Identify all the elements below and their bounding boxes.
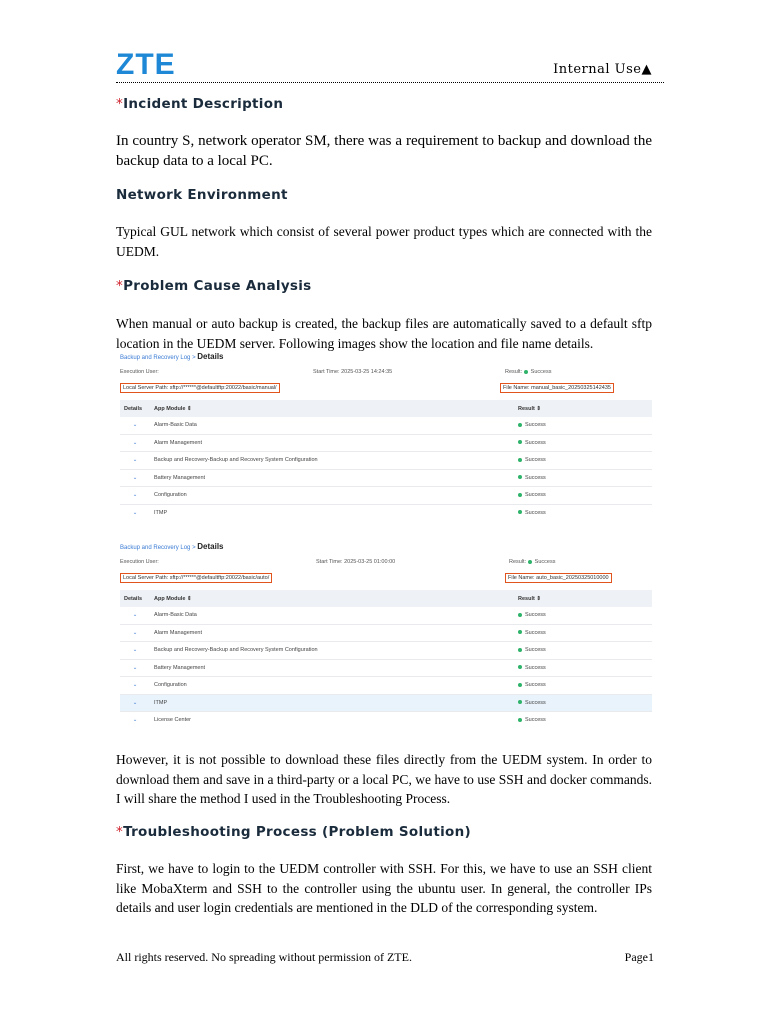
local-server-path-highlight: Local Server Path: sftp://******@defaultftp:20022/basic/manual/: [120, 383, 280, 393]
result-cell: Success: [514, 607, 652, 624]
execution-user: Execution User:: [120, 559, 159, 565]
result-cell: Success: [514, 642, 652, 660]
result-cell: Success: [514, 504, 652, 514]
success-dot-icon: [518, 613, 522, 617]
result-cell: Success: [514, 469, 652, 487]
success-dot-icon: [518, 493, 522, 497]
start-time: Start Time: 2025-03-25 14:24:35: [313, 369, 393, 375]
success-dot-icon: [518, 648, 522, 652]
table-row[interactable]: [120, 694, 652, 712]
result-cell: Success: [514, 434, 652, 452]
chevron-down-icon[interactable]: ⌄: [120, 469, 150, 487]
app-module-table: Details App Module ⇕ Result ⇕ ⌄ Alarm-Basic Data Success ⌄ Alarm Management Success ⌄ Backup and Recovery-Backup and Recovery System Configuration Success ⌄ Battery Management Success ⌄ Configuration Success ⌄ ITMP Success ⌄ License Center Success: [120, 590, 652, 728]
table-row[interactable]: [120, 417, 652, 434]
table-row[interactable]: [120, 487, 652, 505]
table-row[interactable]: [120, 659, 652, 677]
success-dot-icon: [518, 423, 522, 427]
troubleshoot-heading: *Troubleshooting Process (Problem Solution): [116, 824, 471, 840]
result-summary: Result: Success: [505, 369, 552, 375]
backup-details-screenshot-manual: [120, 352, 652, 514]
app-module-table: Details App Module ⇕ Result ⇕ ⌄ Alarm-Basic Data Success ⌄ Alarm Management Success ⌄ Backup and Recovery-Backup and Recovery System Configuration Success ⌄ Battery Management Success ⌄ Configuration Success ⌄ ITMP Success: [120, 400, 652, 514]
success-dot-icon: [518, 475, 522, 479]
cause-heading: *Problem Cause Analysis: [116, 278, 312, 294]
result-cell: Success: [514, 694, 652, 712]
classification-label: Internal Use▲: [553, 62, 652, 77]
table-row[interactable]: [120, 712, 652, 729]
success-dot-icon: [518, 458, 522, 462]
app-module-cell: Configuration: [150, 677, 514, 695]
app-module-cell: Battery Management: [150, 659, 514, 677]
success-dot-icon: [518, 630, 522, 634]
result-cell: Success: [514, 417, 652, 434]
file-name-highlight: File Name: manual_basic_20250325142435: [500, 383, 614, 393]
breadcrumb: Backup and Recovery Log > Details: [120, 542, 224, 551]
local-server-path-highlight: Local Server Path: sftp://******@defaultftp:20022/basic/auto/: [120, 573, 272, 583]
success-dot-icon: [518, 683, 522, 687]
table-row[interactable]: [120, 434, 652, 452]
required-star: *: [116, 824, 124, 840]
app-module-cell: Alarm-Basic Data: [150, 417, 514, 434]
network-paragraph: Typical GUL network which consist of several power product types which are connected with the UEDM.: [116, 224, 652, 259]
app-module-cell: Alarm Management: [150, 434, 514, 452]
chevron-down-icon[interactable]: ⌄: [120, 694, 150, 712]
result-cell: Success: [514, 624, 652, 642]
table-row[interactable]: [120, 624, 652, 642]
chevron-down-icon[interactable]: ⌄: [120, 452, 150, 470]
file-name-highlight: File Name: auto_basic_20250325010000: [505, 573, 612, 583]
backup-details-screenshot-auto: [120, 542, 652, 728]
success-dot-icon: [518, 440, 522, 444]
app-module-cell: Battery Management: [150, 469, 514, 487]
app-module-cell: Alarm-Basic Data: [150, 607, 514, 624]
table-row[interactable]: [120, 642, 652, 660]
troubleshoot-paragraph: First, we have to login to the UEDM controller with SSH. For this, we have to use an SSH client like MobaXterm and SSH to the controller using the ubuntu user. In general, the controller IPs details and user login credentials are mentioned in the DLD of the corresponding system.: [116, 861, 652, 915]
app-module-cell: Alarm Management: [150, 624, 514, 642]
table-row[interactable]: [120, 607, 652, 624]
required-star: *: [116, 96, 124, 112]
breadcrumb: Backup and Recovery Log > Details: [120, 352, 224, 361]
app-module-cell: Backup and Recovery-Backup and Recovery System Configuration: [150, 452, 514, 470]
success-dot-icon: [518, 510, 522, 514]
after-images-paragraph: However, it is not possible to download these files directly from the UEDM system. In order to download them and save in a third-party or a local PC, we have to use SSH and docker commands. I will share the method I used in the Troubleshooting Process.: [116, 752, 652, 806]
required-star: *: [116, 278, 124, 294]
result-cell: Success: [514, 452, 652, 470]
header-divider: [116, 82, 664, 83]
incident-heading: *Incident Description: [116, 96, 284, 112]
table-row[interactable]: [120, 452, 652, 470]
result-summary: Result: Success: [509, 559, 556, 565]
network-heading: Network Environment: [116, 187, 288, 203]
footer-rights: All rights reserved. No spreading without permission of ZTE.: [116, 950, 412, 964]
chevron-down-icon[interactable]: ⌄: [120, 659, 150, 677]
success-dot-icon: [518, 718, 522, 722]
result-cell: Success: [514, 677, 652, 695]
result-cell: Success: [514, 712, 652, 729]
page-number: Page1: [624, 950, 654, 964]
cause-paragraph: When manual or auto backup is created, the backup files are automatically saved to a default sftp location in the UEDM server. Following images show the location and file name details.: [116, 316, 652, 351]
chevron-down-icon[interactable]: ⌄: [120, 487, 150, 505]
zte-logo: ZTE: [116, 48, 176, 81]
success-dot-icon: [524, 370, 528, 374]
app-module-cell: License Center: [150, 712, 514, 729]
success-dot-icon: [528, 560, 532, 564]
incident-paragraph: In country S, network operator SM, there was a requirement to backup and download the backup data to a local PC.: [116, 133, 652, 169]
result-cell: Success: [514, 659, 652, 677]
app-module-cell: Configuration: [150, 487, 514, 505]
table-row[interactable]: [120, 677, 652, 695]
success-dot-icon: [518, 700, 522, 704]
table-row[interactable]: [120, 504, 652, 514]
app-module-cell: ITMP: [150, 694, 514, 712]
result-cell: Success: [514, 487, 652, 505]
start-time: Start Time: 2025-03-25 01:00:00: [316, 559, 396, 565]
app-module-cell: ITMP: [150, 504, 514, 514]
chevron-down-icon[interactable]: ⌄: [120, 712, 150, 729]
execution-user: Execution User:: [120, 369, 159, 375]
chevron-down-icon[interactable]: ⌄: [120, 504, 150, 514]
table-row[interactable]: [120, 469, 652, 487]
chevron-down-icon[interactable]: ⌄: [120, 417, 150, 434]
chevron-down-icon[interactable]: ⌄: [120, 607, 150, 624]
chevron-down-icon[interactable]: ⌄: [120, 677, 150, 695]
chevron-down-icon[interactable]: ⌄: [120, 642, 150, 660]
chevron-down-icon[interactable]: ⌄: [120, 624, 150, 642]
success-dot-icon: [518, 665, 522, 669]
chevron-down-icon[interactable]: ⌄: [120, 434, 150, 452]
app-module-cell: Backup and Recovery-Backup and Recovery System Configuration: [150, 642, 514, 660]
